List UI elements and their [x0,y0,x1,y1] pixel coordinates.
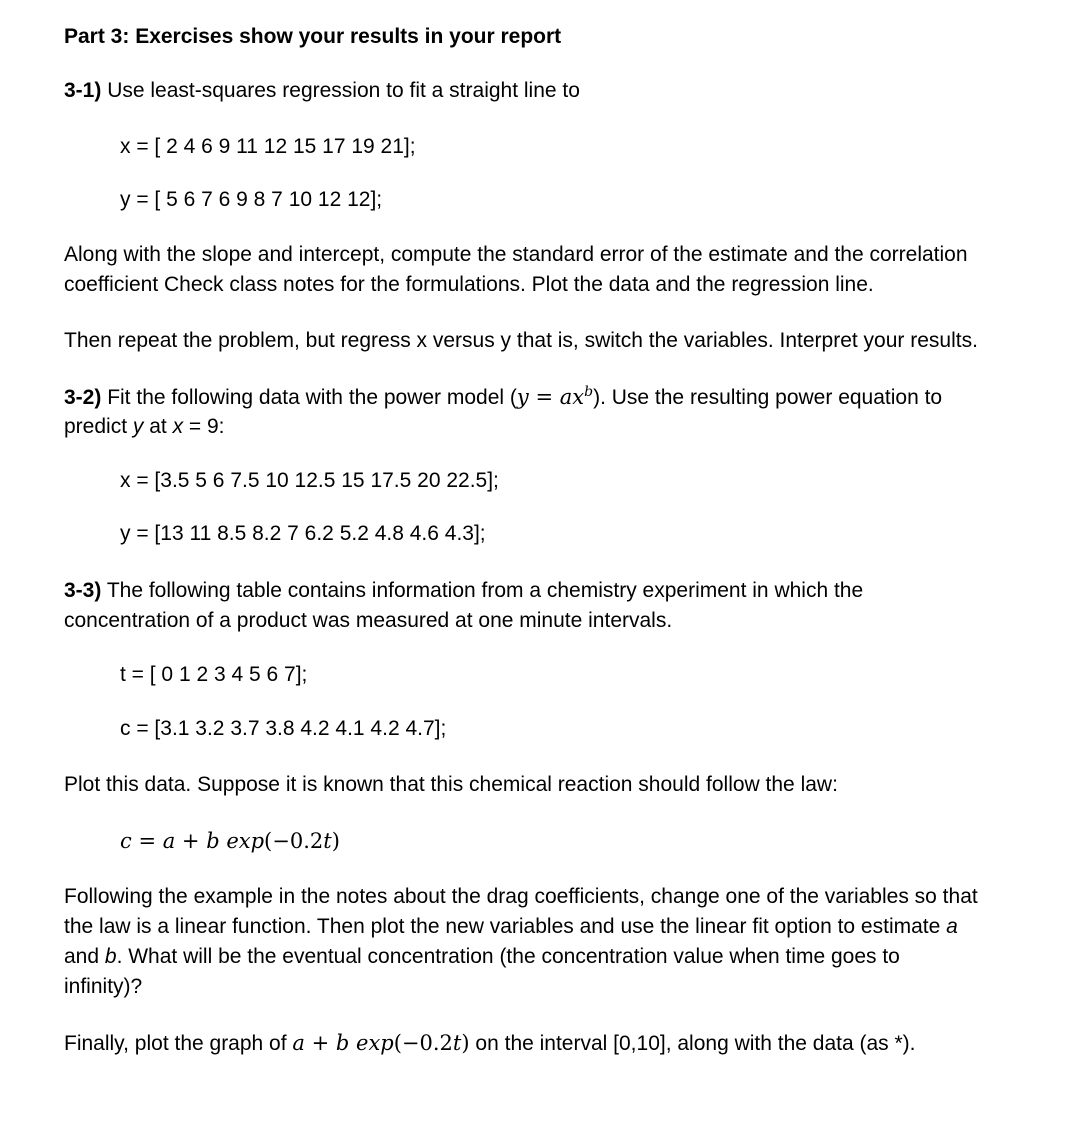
exercise-3-2-intro: 3-2) Fit the following data with the power model $(y = ax^b)$. Use the resulting power equation to [64,384,943,409]
exercise-3-3-plot-instruction: Plot this data. Suppose it is known that this chemical reaction should follow the law: [64,773,838,796]
exercise-3-3-follow-line4: infinity)? [64,975,143,998]
exercise-3-3-follow-line1: Following the example in the notes about the drag coefficients, change one of the variables so that [64,885,978,908]
exercise-3-3-intro-line2: concentration of a product was measured at one minute intervals. [64,609,673,632]
power-model-formula: $y = ax^b$ [516,384,594,409]
exercise-3-2-y-data: y = [13 11 8.5 8.2 7 6.2 5.2 4.8 4.6 4.3]; [120,522,486,545]
final-formula: a + b exp(−0.2t) [292,1031,470,1055]
exercise-3-1-instructions-line1: Along with the slope and intercept, compute the standard error of the estimate and the correlation [64,243,968,266]
exercise-3-3-t-data: t = [ 0 1 2 3 4 5 6 7]; [120,663,308,686]
exercise-3-3-follow-line3: and b. What will be the eventual concentration (the concentration value when time goes to [64,945,900,968]
exercise-3-1-y-data: y = [ 5 6 7 6 9 8 7 10 12 12]; [120,188,383,211]
exercise-3-2-predict: predict y at x = 9: [64,415,225,438]
exercise-3-3-final: Finally, plot the graph of a + b exp(−0.2t) on the interval [0,10], along with the data (as *). [64,1031,916,1055]
exercise-3-1-intro: 3-1) Use least-squares regression to fit a straight line to [64,79,580,102]
exercise-3-1-instructions-line2: coefficient Check class notes for the formulations. Plot the data and the regression line. [64,273,874,296]
reaction-law-formula: c = a + b exp(−0.2t) [120,829,340,853]
exercise-3-3-follow-line2: the law is a linear function. Then plot the new variables and use the linear fit option to estimate a [64,915,958,938]
exercise-3-2-x-data: x = [3.5 5 6 7.5 10 12.5 15 17.5 20 22.5]; [120,469,499,492]
exercise-3-3-c-data: c = [3.1 3.2 3.7 3.8 4.2 4.1 4.2 4.7]; [120,717,447,740]
exercise-3-1-repeat: Then repeat the problem, but regress x versus y that is, switch the variables. Interpret your results. [64,329,978,352]
exercise-3-1-x-data: x = [ 2 4 6 9 11 12 15 17 19 21]; [120,135,416,158]
part-heading: Part 3: Exercises show your results in your report [64,25,562,48]
exercise-3-3-intro-line1: 3-3) The following table contains information from a chemistry experiment in which the [64,579,864,602]
